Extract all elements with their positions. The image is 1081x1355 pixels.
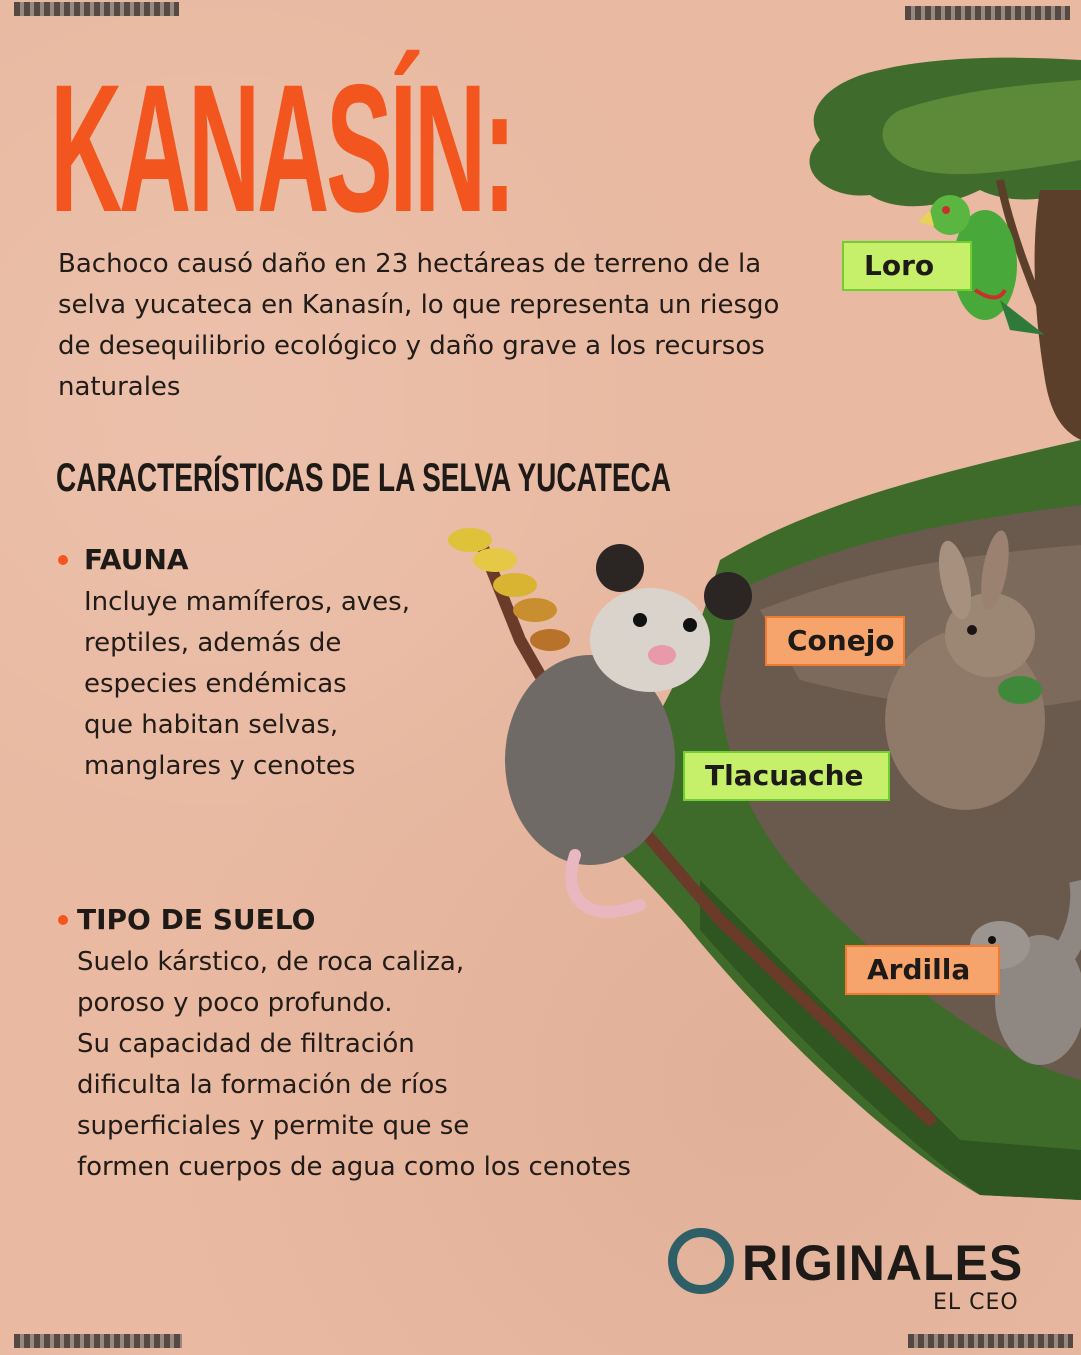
logo-wordmark: RIGINALES: [742, 1235, 1024, 1291]
logo-subtitle: EL CEO: [933, 1290, 1019, 1315]
page-title: KANASÍN:: [50, 46, 513, 250]
logo-ring-icon: [668, 1228, 734, 1294]
label-conejo: Conejo: [765, 616, 905, 666]
item-title: TIPO DE SUELO: [77, 903, 316, 936]
item-body: Suelo kárstico, de roca caliza, poroso y poco profundo. Su capacidad de filtración dificulta la formación de ríos superficiales y permite que se formen cuerpos de agua como los cenotes: [77, 947, 631, 1182]
label-tlacuache: Tlacuache: [683, 751, 890, 801]
item-title: FAUNA: [84, 543, 189, 576]
intro-paragraph: Bachoco causó daño en 23 hectáreas de terreno de la selva yucateca en Kanasín, lo que representa un riesgo de desequilibrio ecológico y daño grave a los recursos naturales: [58, 249, 780, 402]
section-heading: CARACTERÍSTICAS DE LA SELVA YUCATECA: [56, 456, 671, 500]
label-ardilla: Ardilla: [845, 945, 1000, 995]
item-body: Incluye mamíferos, aves, reptiles, además de especies endémicas que habitan selvas, manglares y cenotes: [84, 587, 410, 781]
bullet-dot-icon: [58, 915, 68, 925]
label-loro: Loro: [842, 241, 972, 291]
bullet-dot-icon: [58, 555, 68, 565]
originales-logo: [668, 1226, 1038, 1326]
